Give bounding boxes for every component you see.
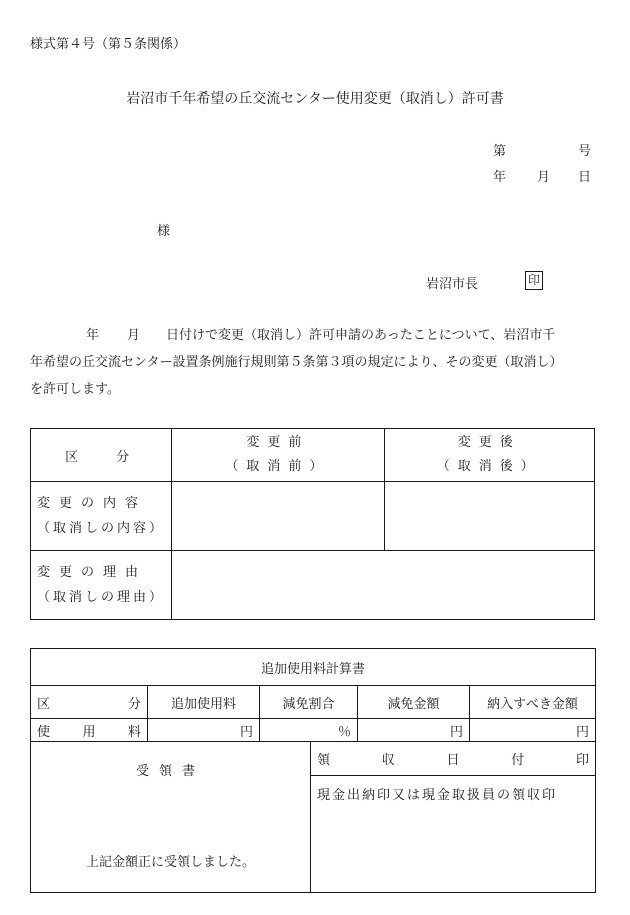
after-header-line-1: 変更後	[457, 435, 521, 450]
reduction-rate-percent[interactable]: ％	[260, 719, 358, 742]
body-year: 年	[86, 328, 100, 343]
body-line-1	[30, 322, 600, 349]
permission-body	[30, 322, 600, 403]
usage-fee-label	[31, 719, 148, 742]
reason-label	[31, 551, 172, 620]
reduction-amount-yen[interactable]: 円	[358, 719, 470, 742]
body-line-2: 年希望の丘交流センター設置条例施行規則第５条第３項の規定により、その変更（取消し）	[30, 355, 563, 370]
stamp-char-4: 付	[511, 753, 525, 768]
content-label-line-2: （取消しの内容）	[37, 521, 166, 536]
reason-cell[interactable]	[172, 551, 595, 620]
usage-fee-label-b: 用	[82, 724, 96, 740]
additional-fee-yen[interactable]: 円	[148, 719, 260, 742]
usage-fee-label-a: 使	[37, 724, 51, 740]
fee-table-title: 追加使用料計算書	[31, 649, 596, 686]
number-suffix: 号	[578, 144, 592, 159]
content-label-line-1: 変更の内容	[37, 496, 148, 511]
payable-amount-yen[interactable]: 円	[470, 719, 596, 742]
stamp-char-5: 印	[576, 753, 590, 768]
receipt-date-stamp-header	[311, 742, 596, 776]
date-year-label: 年	[493, 170, 507, 185]
issuer-mayor: 岩沼市長	[426, 277, 479, 292]
after-header-line-2: （取消後）	[436, 459, 542, 474]
content-label	[31, 482, 172, 551]
stamp-char-1: 領	[317, 753, 331, 768]
reduction-amount-header: 減免金額	[358, 686, 470, 719]
additional-fee-header: 追加使用料	[148, 686, 260, 719]
addressee-honorific: 様	[157, 224, 171, 239]
content-before-cell[interactable]	[172, 482, 384, 551]
date-day-label: 日	[578, 170, 592, 185]
kubun-header: 区分	[31, 429, 172, 482]
body-month: 月	[127, 328, 141, 343]
fee-kubun-header	[31, 686, 148, 719]
before-header	[172, 429, 384, 482]
seal-mark: 印	[525, 271, 543, 290]
content-after-cell[interactable]	[384, 482, 594, 551]
form-number: 様式第４号（第５条関係）	[30, 37, 187, 52]
number-prefix: 第	[493, 144, 507, 159]
stamp-char-3: 日	[446, 753, 460, 768]
usage-fee-label-c: 料	[127, 724, 141, 740]
body-line-3: を許可します。	[30, 382, 120, 397]
fee-calculation-table	[30, 648, 596, 893]
cash-receipt-stamp-area[interactable]: 現金出納印又は現金取扱員の領収印	[311, 776, 596, 893]
after-header	[384, 429, 594, 482]
stamp-char-2: 収	[381, 753, 395, 768]
receipt-statement: 上記金額正に受領しました。	[85, 855, 255, 870]
before-header-line-2: （取消前）	[225, 459, 331, 474]
document-title: 岩沼市千年希望の丘交流センター使用変更（取消し）許可書	[126, 91, 504, 107]
change-table	[30, 428, 595, 620]
receipt-title: 受領書	[135, 764, 205, 779]
body-line-1-rest: 日付けで変更（取消し）許可申請のあったことについて、岩沼市千	[166, 328, 556, 343]
reason-label-line-1: 変更の理由	[37, 565, 148, 580]
fee-kubun-a: 区	[37, 696, 51, 712]
reduction-rate-header: 減免割合	[260, 686, 358, 719]
receipt-section	[31, 742, 311, 893]
before-header-line-1: 変更前	[246, 435, 310, 450]
fee-kubun-b: 分	[127, 696, 141, 712]
date-month-label: 月	[537, 170, 551, 185]
payable-amount-header: 納入すべき金額	[470, 686, 596, 719]
reason-label-line-2: （取消しの理由）	[37, 590, 166, 605]
